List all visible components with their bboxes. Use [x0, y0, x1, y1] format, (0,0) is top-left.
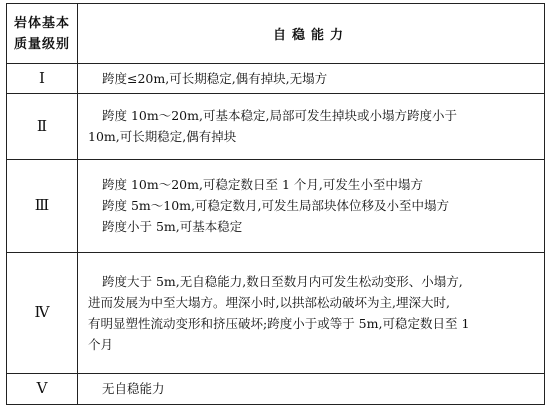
description-cell: [78, 373, 545, 404]
rock-mass-stability-table: [6, 3, 545, 405]
description-cell: [78, 64, 545, 94]
description-line: 有明显塑性流动变形和挤压破坏;跨度小于或等于 5m,可稳定数日至 1: [88, 315, 470, 331]
description-cell: [78, 159, 545, 253]
grade-column-header-line1: 岩体基本: [13, 15, 70, 31]
description-line: 跨度 5m～10m,可稳定数月,可发生局部块体位移及小至中塌方: [102, 198, 449, 214]
description-line: 10m,可长期稳定,偶有掉块: [88, 129, 237, 145]
description-line: 跨度 10m～20m,可基本稳定,局部可发生掉块或小塌方跨度小于: [102, 108, 457, 124]
description-line: 跨度≤20m,可长期稳定,偶有掉块,无塌方: [102, 71, 328, 87]
grade-cell: Ⅱ: [7, 94, 78, 159]
grade-cell: Ⅳ: [7, 253, 78, 374]
grade-cell: Ⅰ: [7, 64, 78, 94]
table-row: [7, 373, 545, 404]
ability-column-header: 自稳能力: [78, 4, 545, 64]
description-line: 无自稳能力: [102, 381, 165, 397]
description-line: 进而发展为中至大塌方。埋深小时,以拱部松动破坏为主,埋深大时,: [88, 294, 450, 310]
table-row: [7, 94, 545, 159]
table-header-row: [7, 4, 545, 64]
table-row: [7, 159, 545, 253]
description-cell: [78, 253, 545, 374]
grade-column-header: [7, 4, 78, 64]
description-cell: [78, 94, 545, 159]
grade-cell: Ⅲ: [7, 159, 78, 253]
description-line: 跨度 10m～20m,可稳定数日至 1 个月,可发生小至中塌方: [102, 177, 423, 193]
grade-cell: Ⅴ: [7, 373, 78, 404]
table-row: [7, 253, 545, 374]
description-line: 跨度小于 5m,可基本稳定: [102, 219, 243, 235]
description-line: 个月: [88, 336, 114, 352]
table-row: [7, 64, 545, 94]
grade-column-header-line2: 质量级别: [13, 36, 70, 52]
description-line: 跨度大于 5m,无自稳能力,数日至数月内可发生松动变形、小塌方,: [102, 273, 463, 289]
